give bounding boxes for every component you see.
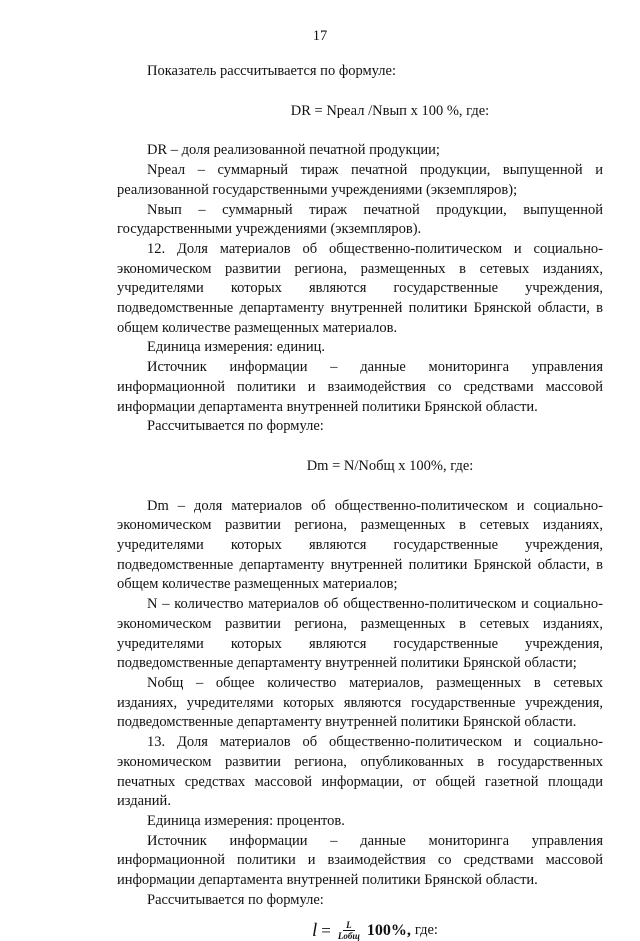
paragraph-item-13: 13. Доля материалов об общественно-политическом и социально-экономическом развитии региона, опубликованных в государственных печатных средствах массовой информации, от общей газетной площади изданий. xyxy=(117,734,603,810)
paragraph: Рассчитывается по формуле: xyxy=(147,891,324,908)
paragraph: Рассчитывается по формуле: xyxy=(147,418,324,435)
formula-numerator: L xyxy=(343,920,355,931)
paragraph: DR – доля реализованной печатной продукции; xyxy=(147,142,440,159)
paragraph: Источник информации – данные мониторинга управления информационной политики и взаимодействия со средствами массовой информации департамента внутренней политики Брянской области. xyxy=(117,832,603,889)
paragraph: N – количество материалов об общественно-политическом и социально-экономическом развитии региона, размещенных в сетевых изданиях, учредителями которых являются государственные учреждения, подведомственные департаменту внутренней политики Брянской области; xyxy=(117,596,603,672)
paragraph: Nвып – суммарный тираж печатной продукции, выпущенной государственными учреждениями (экземпляров). xyxy=(117,201,603,238)
formula-fraction xyxy=(337,920,361,941)
paragraph: Источник информации – данные мониторинга управления информационной политики и взаимодействия со средствами массовой информации департамента внутренней политики Брянской области. xyxy=(117,359,603,415)
paragraph: Dm – доля материалов об общественно-политическом и социально-экономическом развитии региона, размещенных в сетевых изданиях, учредителями которых являются государственные учреждения, подведомственные департаменту внутренней политики Брянской области, в общем количестве размещенных материалов; xyxy=(117,497,603,593)
formula-equals: = xyxy=(321,921,331,941)
formula-l xyxy=(147,920,603,941)
paragraph: Единица измерения: единиц. xyxy=(147,339,326,356)
formula-percent: 100%, xyxy=(366,922,411,940)
page-number: 17 xyxy=(312,28,328,44)
paragraph: Единица измерения: процентов. xyxy=(147,812,345,829)
formula-dm: Dm = N/Nобщ х 100%, где: xyxy=(306,457,474,474)
formula-lhs: l xyxy=(312,920,318,941)
paragraph-item-12: 12. Доля материалов об общественно-политическом и социально-экономическом развитии региона, размещенных в сетевых изданиях, учредителями которых являются государственные учреждения, подведомственные департаменту внутренней политики Брянской области, в общем количестве размещенных материалов. xyxy=(117,240,603,336)
paragraph: Nреал – суммарный тираж печатной продукции, выпущенной и реализованной государственными учреждениями (экземпляров); xyxy=(117,162,603,198)
document-body xyxy=(117,62,603,941)
formula-tail: где: xyxy=(414,922,438,939)
paragraph: Nобщ – общее количество материалов, размещенных в сетевых изданиях, учредителями которых являются государственные учреждения, подведомственные департаменту внутренней политики Брянской области. xyxy=(117,674,603,731)
formula-dr: DR = Nреал /Nвып х 100 %, где: xyxy=(290,102,490,119)
formula-denominator: Lобщ xyxy=(337,931,360,941)
paragraph: Показатель рассчитывается по формуле: xyxy=(147,63,396,79)
